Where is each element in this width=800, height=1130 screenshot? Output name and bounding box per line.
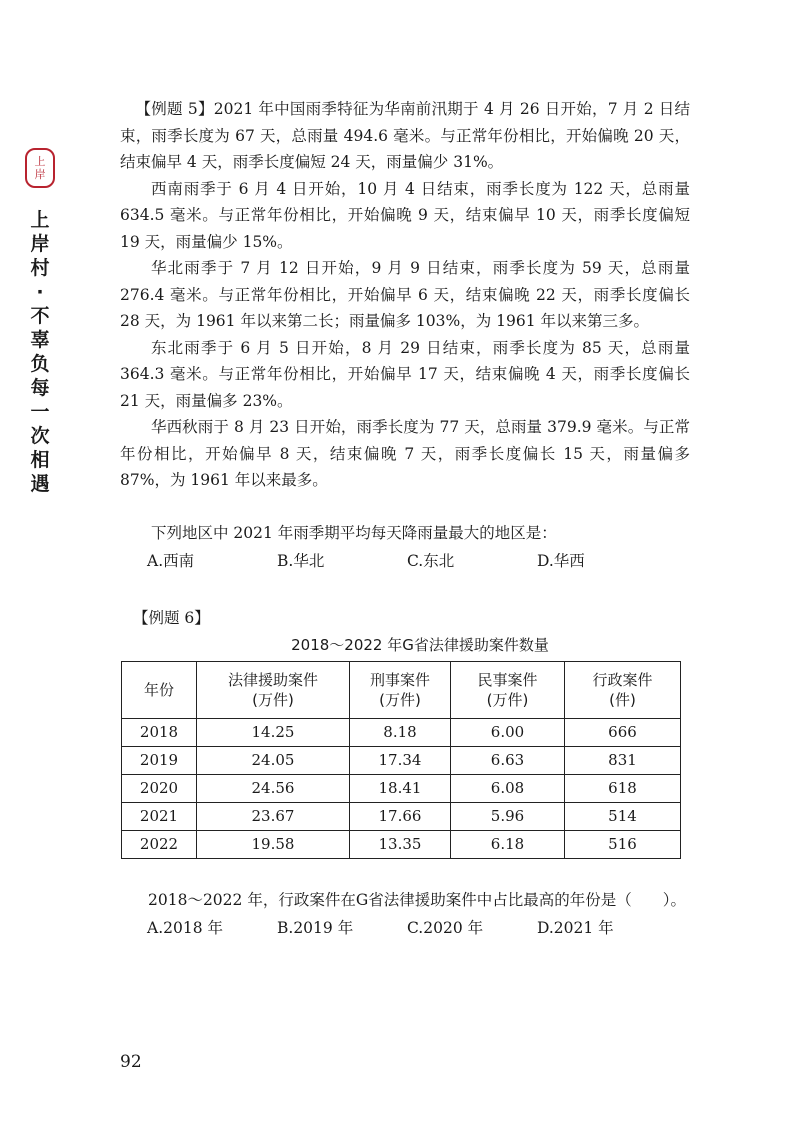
motto-char: 上 [30,209,50,231]
header-line: 刑事案件 [369,670,430,689]
cell-year: 2022 [122,830,197,858]
example6-question: 2018～2022 年，行政案件在G省法律援助案件中占比最高的年份是（ ）。 [148,890,686,909]
motto-char: 每 [30,377,50,399]
motto-char: 村 [30,257,50,279]
example6-label: 【例题 6】 [133,608,210,627]
example5-paragraph: 华北雨季于 7 月 12 日开始，9 月 9 日结束，雨季长度为 59 天，总雨量 276.4 毫米。与正常年份相比，开始偏早 6 天，结束偏晚 22 天，雨季长度偏长 28 天，为 1961 年以来第二长；雨量偏多 103%，为 1961 年以来第三多。 [120,259,690,330]
cell-civil: 6.08 [451,774,565,802]
example5-paragraph: 华西秋雨于 8 月 23 日开始，雨季长度为 77 天，总雨量 379.9 毫米。与正常年份相比，开始偏早 8 天，结束偏晚 7 天，雨季长度偏长 15 天，雨量偏多 87%，为 1961 年以来最多。 [120,418,690,489]
header-line: 行政案件 [592,670,653,689]
cell-civil: 5.96 [451,802,565,830]
cell-year: 2018 [122,718,197,746]
cell-civil: 6.00 [451,718,565,746]
header-administrative [565,661,681,718]
table-title: 2018～2022 年G省法律援助案件数量 [291,635,549,654]
table-row [122,802,681,830]
header-unit: (万件) [486,690,529,709]
example-5 [120,96,690,574]
motto-char: · [36,281,44,303]
cell-legal-aid: 19.58 [197,830,350,858]
cell-legal-aid: 14.25 [197,718,350,746]
cell-criminal: 8.18 [350,718,451,746]
table-header-row [122,661,681,718]
header-line: 法律援助案件 [227,670,318,689]
example6-options [120,915,690,941]
header-unit: (件) [609,690,636,709]
cell-criminal: 17.66 [350,802,451,830]
motto-char: 一 [30,401,50,423]
page-content [120,96,690,941]
cell-legal-aid: 24.56 [197,774,350,802]
cell-criminal: 17.34 [350,746,451,774]
example5-question: 下列地区中 2021 年雨季期平均每天降雨量最大的地区是： [151,523,557,542]
header-unit: (万件) [379,690,421,709]
cell-administrative: 618 [565,774,681,802]
option-d: D.华西 [537,551,585,570]
cell-criminal: 13.35 [350,830,451,858]
header-year [122,661,197,718]
cell-legal-aid: 24.05 [197,746,350,774]
option-a: A.西南 [147,551,195,570]
cell-administrative: 514 [565,802,681,830]
cell-criminal: 18.41 [350,774,451,802]
option-b: B.华北 [277,551,325,570]
header-criminal [350,661,451,718]
cell-administrative: 831 [565,746,681,774]
option-d: D.2021 年 [537,918,614,937]
example5-paragraph: 【例题 5】2021 年中国雨季特征为华南前汛期于 4 月 26 日开始，7 月 2 日结束，雨季长度为 67 天，总雨量 494.6 毫米。与正常年份相比，开始偏晚 20 天，结束偏早 4 天，雨季长度偏短 24 天，雨量偏少 31%。 [120,100,690,171]
cell-year: 2019 [122,746,197,774]
table-row [122,774,681,802]
option-b: B.2019 年 [277,918,354,937]
cell-administrative: 666 [565,718,681,746]
cell-administrative: 516 [565,830,681,858]
seal-char: 上 [34,155,46,168]
option-c: C.2020 年 [407,918,484,937]
motto-char: 岸 [30,233,50,255]
option-c: C.东北 [407,551,455,570]
cell-year: 2021 [122,802,197,830]
option-a: A.2018 年 [147,918,223,937]
example5-paragraph: 西南雨季于 6 月 4 日开始，10 月 4 日结束，雨季长度为 122 天，总雨量 634.5 毫米。与正常年份相比，开始偏晚 9 天，结束偏早 10 天，雨季长度偏短 19 天，雨量偏少 15%。 [120,179,690,251]
cell-civil: 6.63 [451,746,565,774]
header-unit: (万件) [252,690,294,709]
table-row [122,830,681,858]
example5-options [120,548,690,574]
sidebar-branding [22,148,62,496]
motto-char: 相 [30,449,50,471]
cell-civil: 6.18 [451,830,565,858]
header-line: 年份 [143,680,174,699]
motto-char: 辜 [30,329,50,351]
cell-year: 2020 [122,774,197,802]
page-number: 92 [120,1052,142,1072]
motto-char: 遇 [30,473,50,495]
seal-logo [25,148,55,188]
motto-char: 不 [30,305,50,327]
legal-aid-table [121,661,681,859]
example-6 [120,606,690,941]
sidebar-motto [22,208,58,496]
table-row [122,746,681,774]
cell-legal-aid: 23.67 [197,802,350,830]
header-civil [451,661,565,718]
table-row [122,718,681,746]
header-line: 民事案件 [477,670,538,689]
motto-char: 负 [30,353,50,375]
seal-char: 岸 [34,168,46,181]
header-legal-aid [197,661,350,718]
motto-char: 次 [30,425,50,447]
example5-paragraph: 东北雨季于 6 月 5 日开始，8 月 29 日结束，雨季长度为 85 天，总雨量 364.3 毫米。与正常年份相比，开始偏早 17 天，结束偏晚 4 天，雨季长度偏长 21 天，雨量偏多 23%。 [120,338,690,410]
